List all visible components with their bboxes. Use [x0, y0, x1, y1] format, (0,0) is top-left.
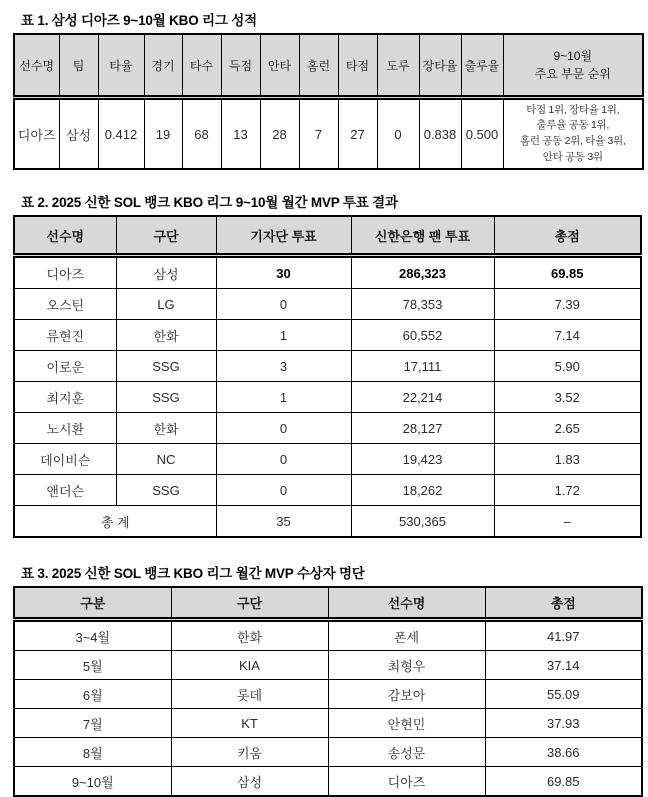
cell-total-score: 2.65 [494, 413, 641, 444]
cell-press-vote: 0 [216, 289, 351, 320]
table2-title: 표 2. 2025 신한 SOL 뱅크 KBO 리그 9~10월 월간 MVP 투표 결과 [21, 195, 398, 210]
col-header-avg: 타율 [98, 34, 144, 98]
rank-line: 출루율 공동 1위, [536, 119, 609, 132]
cell-player: 앤더슨 [14, 475, 116, 506]
cell-player: 디아즈 [328, 767, 485, 797]
cell-press-vote: 1 [216, 320, 351, 351]
cell-press-vote: 30 [216, 256, 351, 289]
table-row [14, 475, 641, 506]
cell-club: 한화 [116, 320, 216, 351]
table1-player-stats [13, 33, 644, 170]
cell-total-score: 1.72 [494, 475, 641, 506]
cell-club: 키움 [171, 738, 328, 767]
cell-player: 송성문 [328, 738, 485, 767]
cell-player: 이로운 [14, 351, 116, 382]
cell-press-vote: 1 [216, 382, 351, 413]
cell-games: 19 [144, 98, 182, 170]
cell-club: KIA [171, 651, 328, 680]
table2-header-row [14, 216, 641, 256]
rank-line: 타점 1위, 장타율 1위, [526, 103, 620, 116]
cell-runs: 13 [221, 98, 260, 170]
cell-player: 디아즈 [14, 256, 116, 289]
table-row [14, 738, 642, 767]
table3-mvp-winners [13, 586, 643, 797]
col-header-team: 팀 [59, 34, 98, 98]
table1-header-row [14, 34, 643, 98]
cell-total-score: 37.14 [485, 651, 642, 680]
cell-press-vote: 0 [216, 444, 351, 475]
cell-fan-vote: 19,423 [351, 444, 494, 475]
cell-club: SSG [116, 351, 216, 382]
col-header-hits: 안타 [260, 34, 299, 98]
rank-line: 홈런 공동 2위, 타율 3위, [519, 135, 626, 147]
cell-team: 삼성 [59, 98, 98, 170]
cell-total-score: 38.66 [485, 738, 642, 767]
col-header-fan-vote: 신한은행 팬 투표 [351, 216, 494, 256]
cell-player: 류현진 [14, 320, 116, 351]
cell-fan-vote: 28,127 [351, 413, 494, 444]
cell-press-vote: 0 [216, 413, 351, 444]
col-header-player: 선수명 [328, 587, 485, 620]
cell-total-score: 69.85 [494, 256, 641, 289]
cell-press-vote: 3 [216, 351, 351, 382]
cell-total-score: 5.90 [494, 351, 641, 382]
cell-club: 삼성 [171, 767, 328, 797]
cell-fan-vote: 286,323 [351, 256, 494, 289]
cell-hits: 28 [260, 98, 299, 170]
cell-player: 감보아 [328, 680, 485, 709]
cell-fan-vote: 22,214 [351, 382, 494, 413]
cell-club: SSG [116, 382, 216, 413]
cell-club: NC [116, 444, 216, 475]
cell-player: 폰세 [328, 620, 485, 651]
cell-period: 8월 [14, 738, 171, 767]
table3-header-row [14, 587, 642, 620]
cell-period: 9~10월 [14, 767, 171, 797]
cell-fan-vote: 17,111 [351, 351, 494, 382]
table-row [14, 320, 641, 351]
cell-press-vote: 0 [216, 475, 351, 506]
cell-home-runs: 7 [299, 98, 338, 170]
cell-club: 롯데 [171, 680, 328, 709]
table-row [14, 651, 642, 680]
table-row [14, 289, 641, 320]
col-header-period: 구분 [14, 587, 171, 620]
cell-total-score: 69.85 [485, 767, 642, 797]
table-row [14, 351, 641, 382]
cell-fan-vote-total: 530,365 [351, 506, 494, 538]
cell-player: 최형우 [328, 651, 485, 680]
cell-total-score: 55.09 [485, 680, 642, 709]
cell-player: 오스틴 [14, 289, 116, 320]
cell-slugging: 0.838 [419, 98, 461, 170]
col-header-total-score: 총점 [494, 216, 641, 256]
cell-total-label: 총 계 [14, 506, 216, 538]
cell-period: 7월 [14, 709, 171, 738]
cell-steals: 0 [377, 98, 419, 170]
col-header-runs: 득점 [221, 34, 260, 98]
col-header-obp: 출루율 [461, 34, 503, 98]
table-row [14, 620, 642, 651]
col-header-rbi: 타점 [338, 34, 377, 98]
cell-player: 디아즈 [14, 98, 59, 170]
cell-total-score-dash: – [494, 506, 641, 538]
cell-club: 삼성 [116, 256, 216, 289]
table3-title: 표 3. 2025 신한 SOL 뱅크 KBO 리그 월간 MVP 수상자 명단 [21, 566, 365, 581]
col-header-player: 선수명 [14, 34, 59, 98]
table1-data-row [14, 98, 643, 170]
cell-rbi: 27 [338, 98, 377, 170]
cell-player: 안현민 [328, 709, 485, 738]
cell-total-score: 7.39 [494, 289, 641, 320]
cell-player: 노시환 [14, 413, 116, 444]
col-header-rankings [503, 34, 643, 98]
col-header-player: 선수명 [14, 216, 116, 256]
rank-line: 안타 공동 3위 [542, 150, 603, 163]
cell-total-score: 1.83 [494, 444, 641, 475]
col-header-steals: 도루 [377, 34, 419, 98]
cell-period: 3~4월 [14, 620, 171, 651]
cell-press-vote-total: 35 [216, 506, 351, 538]
table-row [14, 680, 642, 709]
cell-fan-vote: 78,353 [351, 289, 494, 320]
cell-fan-vote: 60,552 [351, 320, 494, 351]
rank-header-line1: 9~10월 [553, 49, 593, 63]
table2-mvp-voting [13, 215, 642, 538]
cell-avg: 0.412 [98, 98, 144, 170]
cell-total-score: 37.93 [485, 709, 642, 738]
rank-header-line2: 주요 부문 순위 [534, 67, 611, 81]
col-header-home-runs: 홈런 [299, 34, 338, 98]
cell-club: 한화 [116, 413, 216, 444]
table-row [14, 382, 641, 413]
cell-club: SSG [116, 475, 216, 506]
cell-club: KT [171, 709, 328, 738]
cell-club: 한화 [171, 620, 328, 651]
cell-rankings [503, 98, 643, 170]
cell-period: 5월 [14, 651, 171, 680]
cell-total-score: 7.14 [494, 320, 641, 351]
cell-at-bats: 68 [182, 98, 221, 170]
table-row [14, 256, 641, 289]
col-header-slugging: 장타율 [419, 34, 461, 98]
cell-player: 최지훈 [14, 382, 116, 413]
col-header-club: 구단 [171, 587, 328, 620]
col-header-at-bats: 타수 [182, 34, 221, 98]
cell-fan-vote: 18,262 [351, 475, 494, 506]
table-row [14, 413, 641, 444]
cell-period: 6월 [14, 680, 171, 709]
col-header-press-vote: 기자단 투표 [216, 216, 351, 256]
col-header-total-score: 총점 [485, 587, 642, 620]
cell-obp: 0.500 [461, 98, 503, 170]
col-header-games: 경기 [144, 34, 182, 98]
table-row [14, 767, 642, 797]
cell-player: 데이비슨 [14, 444, 116, 475]
col-header-club: 구단 [116, 216, 216, 256]
table-row [14, 709, 642, 738]
table-row [14, 444, 641, 475]
cell-club: LG [116, 289, 216, 320]
cell-total-score: 41.97 [485, 620, 642, 651]
table1-title: 표 1. 삼성 디아즈 9~10월 KBO 리그 성적 [21, 13, 257, 28]
cell-total-score: 3.52 [494, 382, 641, 413]
table2-total-row [14, 506, 641, 538]
